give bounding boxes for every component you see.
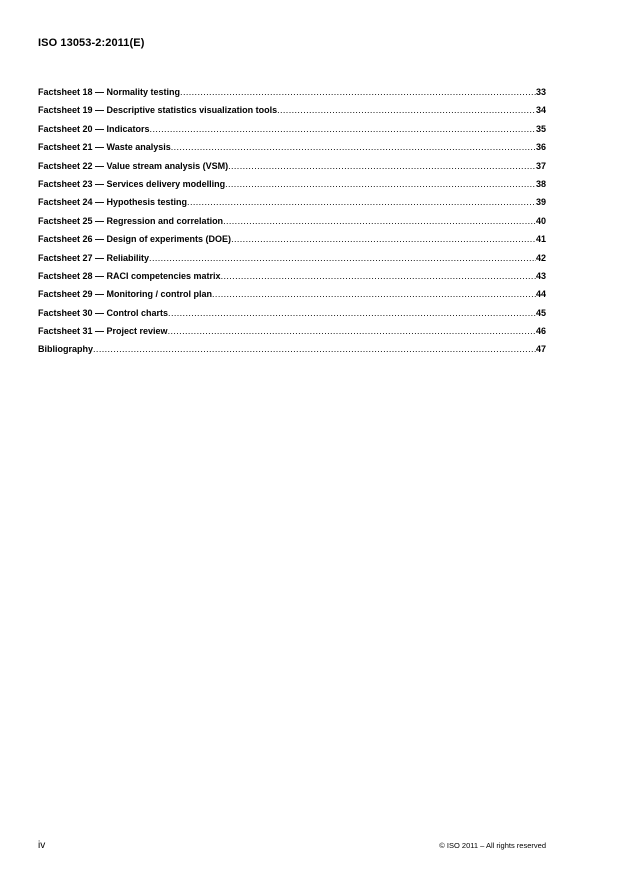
toc-leader-dots — [93, 344, 536, 354]
toc-entry-title: Factsheet 31 — Project review — [38, 326, 168, 337]
toc-entry-page: 43 — [535, 270, 546, 281]
toc-entry-page: 42 — [535, 252, 546, 263]
toc-leader-dots — [231, 234, 536, 244]
page-number: iv — [38, 840, 46, 851]
toc-entry-page: 47 — [535, 344, 546, 355]
toc-leader-dots — [223, 216, 536, 226]
toc-entry[interactable] — [38, 326, 546, 344]
toc-leader-dots — [168, 326, 536, 336]
toc-entry[interactable] — [38, 161, 546, 179]
toc-leader-dots — [180, 87, 536, 97]
toc-entry-title: Factsheet 28 — RACI competencies matrix — [38, 270, 221, 281]
toc-entry-title: Factsheet 30 — Control charts — [38, 307, 169, 318]
toc-entry-page: 45 — [535, 307, 546, 318]
toc-entry[interactable] — [38, 234, 546, 252]
toc-entry-title: Factsheet 25 — Regression and correlation — [38, 215, 224, 226]
toc-entry-page: 38 — [535, 178, 546, 189]
toc-entry-page: 33 — [535, 87, 546, 97]
toc-entry[interactable] — [38, 142, 546, 160]
toc-leader-dots — [168, 308, 536, 318]
toc-entry-title: Factsheet 29 — Monitoring / control plan — [38, 289, 213, 300]
toc-entry-page: 40 — [535, 215, 546, 226]
toc-entry-title: Factsheet 27 — Reliability — [38, 252, 150, 263]
toc-entry-title: Factsheet 20 — Indicators — [38, 123, 150, 134]
toc-entry[interactable] — [38, 179, 546, 197]
toc-leader-dots — [187, 197, 536, 207]
toc-leader-dots — [277, 105, 536, 115]
toc-leader-dots — [212, 289, 536, 299]
document-header: ISO 13053-2:2011(E) — [38, 37, 145, 49]
toc-leader-dots — [171, 142, 536, 152]
toc-entry-page: 44 — [535, 289, 546, 300]
toc-leader-dots — [150, 124, 536, 134]
toc-entry[interactable] — [38, 216, 546, 234]
toc-entry-page: 41 — [535, 234, 546, 245]
toc-entry[interactable] — [38, 344, 546, 362]
toc-entry[interactable] — [38, 197, 546, 215]
toc-entry-page: 39 — [535, 197, 546, 208]
toc-entry[interactable] — [38, 308, 546, 326]
toc-entry[interactable] — [38, 105, 546, 123]
toc-entry-title: Factsheet 22 — Value stream analysis (VSM) — [38, 160, 229, 171]
toc-entry[interactable] — [38, 289, 546, 307]
toc-entry-title: Bibliography — [38, 344, 94, 355]
toc-entry-page: 35 — [535, 123, 546, 134]
toc-entry-page: 37 — [535, 160, 546, 171]
toc-entry[interactable] — [38, 87, 546, 105]
toc-entry-title: Factsheet 19 — Descriptive statistics visualization tools — [38, 105, 278, 116]
toc-leader-dots — [149, 253, 536, 263]
toc-leader-dots — [221, 271, 536, 281]
toc-entry-title: Factsheet 24 — Hypothesis testing — [38, 197, 188, 208]
toc-entry-page: 36 — [535, 142, 546, 153]
copyright-notice: © ISO 2011 – All rights reserved — [439, 841, 546, 850]
toc-entry-title: Factsheet 23 — Services delivery modelling — [38, 178, 226, 189]
toc-leader-dots — [225, 179, 536, 189]
toc-entry-title: Factsheet 26 — Design of experiments (DOE) — [38, 234, 232, 245]
toc-entry-page: 46 — [535, 326, 546, 337]
toc-entry-title: Factsheet 21 — Waste analysis — [38, 142, 171, 153]
toc-leader-dots — [228, 161, 536, 171]
table-of-contents — [38, 87, 546, 363]
toc-entry[interactable] — [38, 124, 546, 142]
toc-entry-title: Factsheet 18 — Normality testing — [38, 87, 181, 97]
toc-entry[interactable] — [38, 271, 546, 289]
toc-entry-page: 34 — [535, 105, 546, 116]
toc-entry[interactable] — [38, 253, 546, 271]
